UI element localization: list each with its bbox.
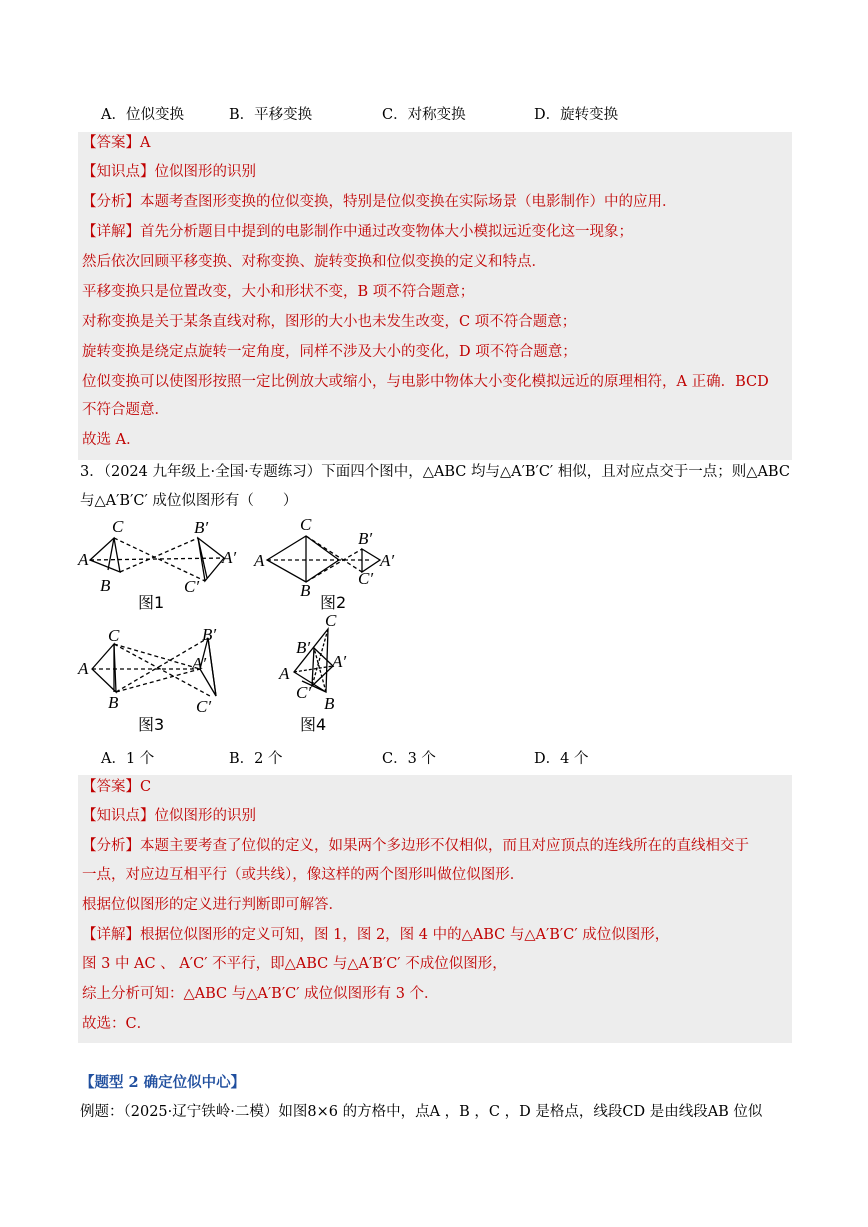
label-c-prime: C′: [184, 577, 200, 596]
label-c: C: [300, 516, 312, 534]
label-c: C: [112, 517, 124, 536]
label-b-prime: B′: [296, 638, 311, 657]
q2-detail-line: 对称变换是关于某条直线对称，图形的大小也未发生改变，C 项不符合题意；: [82, 314, 577, 330]
q3-conclusion: 故选：C．: [82, 1016, 152, 1032]
label-c: C: [108, 626, 120, 645]
q2-detail-line: 位似变换可以使图形按照一定比例放大或缩小，与电影中物体大小变化模拟远近的原理相符，A 正确．BCD: [82, 374, 769, 390]
q2-detail-line: 【详解】首先分析题目中提到的电影制作中通过改变物体大小模拟远近变化这一现象；: [82, 224, 633, 240]
q3-detail-line: 图 3 中 AC 、 A′C′ 不平行，即△ABC 与△A′B′C′ 不成位似图形，: [82, 956, 507, 972]
q3-option-c: C．3 个: [382, 751, 436, 767]
figure-1: [90, 538, 224, 581]
label-c: C: [325, 611, 337, 630]
label-a-prime: A′: [222, 548, 237, 567]
q2-knowledge: 【知识点】位似图形的识别: [82, 164, 256, 180]
label-c-prime: C′: [196, 697, 212, 716]
q2-option-d: D．旋转变换: [534, 107, 619, 123]
label-b-prime: B′: [358, 529, 373, 548]
label-a: A: [78, 659, 89, 678]
label-a: A: [254, 551, 265, 570]
q3-option-b: B．2 个: [229, 751, 283, 767]
q3-knowledge: 【知识点】位似图形的识别: [82, 808, 256, 824]
q2-conclusion: 故选 A．: [82, 432, 141, 448]
example-stem: 例题：（2025·辽宁铁岭·二模）如图8×6 的方格中，点A ，B ，C ，D 是格点，线段CD 是由线段AB 位似: [80, 1104, 763, 1120]
caption-figure-1: 图1: [138, 593, 165, 612]
label-b: B: [100, 576, 111, 595]
label-b-prime: B′: [194, 518, 209, 537]
label-b: B: [324, 694, 335, 713]
label-a: A: [78, 550, 89, 569]
label-a-prime: A′: [192, 654, 207, 673]
q2-option-c: C．对称变换: [382, 107, 466, 123]
label-a-prime: A′: [332, 652, 347, 671]
q3-option-d: D．4 个: [534, 751, 589, 767]
q3-stem-line2: 与△A′B′C′ 成位似图形有（ ）: [80, 493, 298, 509]
q2-detail-line: 然后依次回顾平移变换、对称变换、旋转变换和位似变换的定义和特点．: [82, 254, 546, 270]
label-b: B: [108, 693, 119, 712]
q3-figures: [74, 516, 414, 741]
q3-analysis-line: 【分析】本题主要考查了位似的定义，如果两个多边形不仅相似，而且对应顶点的连线所在的直线相交于: [82, 838, 749, 854]
q3-solution-block: [78, 775, 792, 1043]
label-b-prime: B′: [202, 625, 217, 644]
q3-hint: 根据位似图形的定义进行判断即可解答．: [82, 897, 343, 913]
q3-detail-line: 综上分析可知：△ABC 与△A′B′C′ 成位似图形有 3 个．: [82, 986, 439, 1002]
q3-detail-line: 【详解】根据位似图形的定义可知，图 1，图 2，图 4 中的△ABC 与△A′B′C′ 成位似图形，: [82, 927, 670, 943]
label-c-prime: C′: [358, 569, 374, 588]
q2-detail-line: 平移变换只是位置改变，大小和形状不变，B 项不符合题意；: [82, 284, 475, 300]
section-title: 【题型 2 确定位似中心】: [80, 1074, 246, 1091]
q3-analysis-line: 一点，对应边互相平行（或共线），像这样的两个图形叫做位似图形．: [82, 867, 525, 883]
caption-figure-3: 图3: [138, 715, 165, 734]
caption-figure-4: 图4: [300, 715, 327, 734]
caption-figure-2: 图2: [320, 593, 347, 612]
q2-analysis: 【分析】本题考查图形变换的位似变换，特别是位似变换在实际场景（电影制作）中的应用．: [82, 194, 677, 210]
label-c-prime: C′: [296, 683, 312, 702]
q3-stem-line1: 3．（2024 九年级上·全国·专题练习）下面四个图中，△ABC 均与△A′B′C′ 相似，且对应点交于一点；则△ABC: [80, 464, 790, 480]
label-a-prime: A′: [380, 551, 395, 570]
q2-option-a: A．位似变换: [101, 107, 184, 123]
q2-detail-line: 不符合题意．: [82, 402, 169, 418]
q2-answer: 【答案】A: [82, 135, 151, 151]
q3-option-a: A．1 个: [101, 751, 155, 767]
q2-solution-block: [78, 132, 792, 460]
q2-option-b: B．平移变换: [229, 107, 313, 123]
label-b: B: [300, 581, 311, 600]
q2-detail-line: 旋转变换是绕定点旋转一定角度，同样不涉及大小的变化，D 项不符合题意；: [82, 344, 577, 360]
label-a: A: [279, 664, 290, 683]
q3-answer: 【答案】C: [82, 779, 152, 795]
